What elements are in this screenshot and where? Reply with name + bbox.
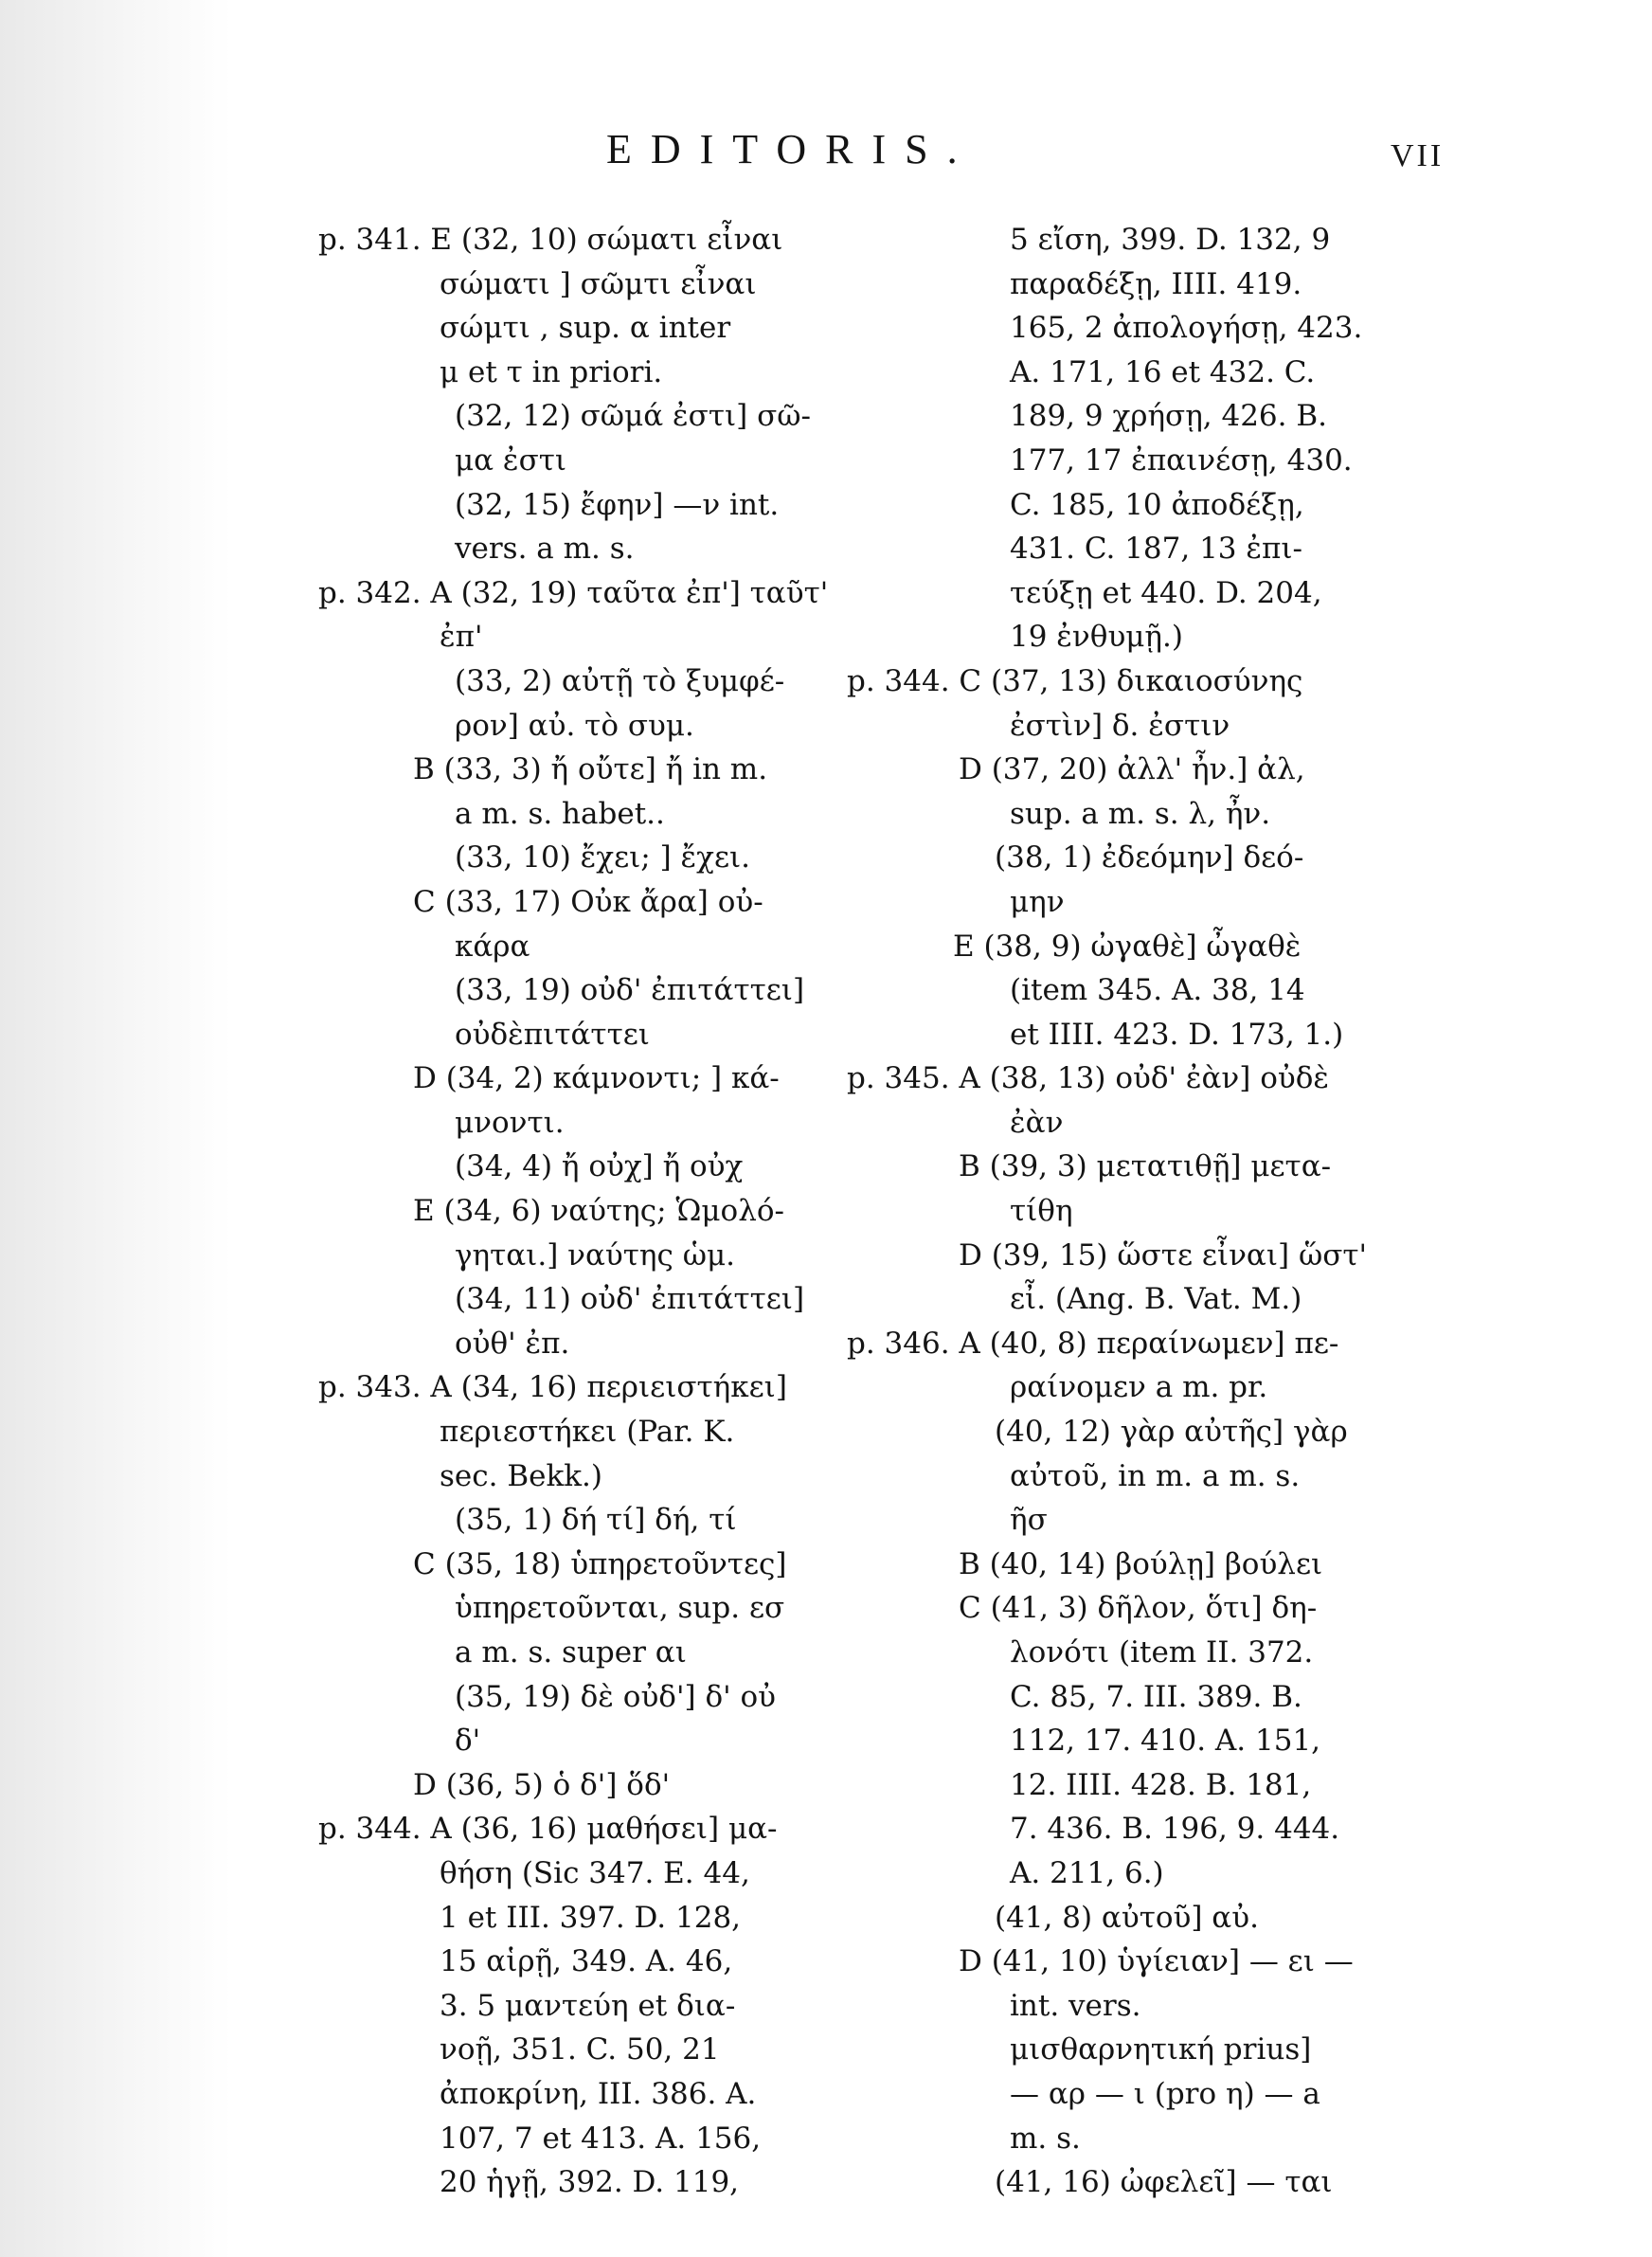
text-line: D (39, 15) ὥστε εἶναι] ὥστ' [959, 1237, 1368, 1273]
text-line: 7. 436. B. 196, 9. 444. [1010, 1812, 1340, 1847]
text-line: D (37, 20) ἀλλ' ἦν.] ἀλ, [959, 752, 1305, 787]
text-line: (item 345. A. 38, 14 [1010, 973, 1305, 1008]
text-line: μην [1010, 884, 1065, 919]
left-column [318, 218, 830, 2205]
text-line: λονότι (item II. 372. [1010, 1635, 1314, 1670]
text-line: ἐπ' [440, 620, 483, 655]
text-line: (33, 10) ἔχει; ] ἔχει. [455, 840, 751, 876]
text-line: sec. Bekk.) [440, 1458, 602, 1493]
text-line: θήση (Sic 347. E. 44, [440, 1855, 750, 1890]
text-line: μνοντι. [455, 1105, 565, 1140]
scan-edge-shadow [0, 0, 232, 2257]
text-line: — αρ — ι (pro η) — a [1010, 2076, 1320, 2111]
text-line: p. 344. A (36, 16) μαθήσει] μα- [318, 1812, 778, 1847]
text-line: ραίνομεν a m. pr. [1010, 1370, 1268, 1405]
text-line: περιεστήκει (Par. K. [440, 1415, 735, 1450]
text-line: μα ἐστι [455, 442, 567, 478]
text-line: 19 ἐνθυμῇ.) [1010, 620, 1183, 655]
text-line: (40, 12) γὰρ αὐτῆς] γὰρ [995, 1415, 1348, 1450]
text-line: A. 211, 6.) [1010, 1855, 1164, 1890]
text-line: ἀποκρίνη, III. 386. A. [440, 2076, 757, 2111]
text-line: int. vers. [1010, 1988, 1141, 2023]
text-line: 15 αἱρῇ, 349. A. 46, [440, 1944, 733, 1979]
text-line: B (33, 3) ἤ οὔτε] ἤ in m. [413, 752, 768, 787]
running-header-title: EDITORIS. [606, 126, 977, 172]
text-line: 12. IIII. 428. B. 181, [1010, 1767, 1312, 1802]
text-line: γηται.] ναύτης ὡμ. [455, 1237, 735, 1273]
text-line: a m. s. super αι [455, 1635, 687, 1670]
text-line: B (39, 3) μετατιθῇ] μετα- [959, 1149, 1332, 1184]
text-line: ἐὰν [1010, 1105, 1064, 1140]
text-line: 3. 5 μαντεύη et δια- [440, 1988, 736, 2023]
text-line: κάρα [455, 929, 530, 964]
text-line: E (34, 6) ναύτης; Ὡμολό- [413, 1194, 784, 1229]
text-line: 1 et III. 397. D. 128, [440, 1900, 742, 1935]
text-line: 165, 2 ἀπολογήσῃ, 423. [1010, 311, 1363, 346]
text-line: (38, 1) ἐδεόμην] δεό- [995, 840, 1304, 876]
text-line: (32, 15) ἔφην] —ν int. [455, 487, 780, 522]
text-line: οὐθ' ἐπ. [455, 1326, 570, 1361]
text-line: 177, 17 ἐπαινέσῃ, 430. [1010, 442, 1353, 478]
text-line: (33, 19) οὐδ' ἐπιτάττει] [455, 973, 805, 1008]
text-line: ἐστὶν] δ. ἐστιν [1010, 708, 1230, 743]
text-line: p. 346. A (40, 8) περαίνωμεν] πε- [847, 1326, 1339, 1361]
text-line: vers. a m. s. [455, 532, 635, 567]
text-line: 112, 17. 410. A. 151, [1010, 1724, 1321, 1759]
text-line: C. 185, 10 ἀποδέξῃ, [1010, 487, 1304, 522]
text-line: σώμτι , sup. α inter [440, 311, 731, 346]
text-line: B (40, 14) βούλῃ] βούλει [959, 1546, 1323, 1581]
text-line: αὐτοῦ, in m. a m. s. [1010, 1458, 1301, 1493]
text-line: E (38, 9) ὠγαθὲ] ὦγαθὲ [953, 929, 1302, 964]
text-line: p. 345. A (38, 13) οὐδ' ἐὰν] οὐδὲ [847, 1061, 1330, 1096]
text-line: (33, 2) αὐτῇ τὸ ξυμφέ- [455, 663, 785, 698]
text-line: sup. a m. s. λ, ἦν. [1010, 796, 1271, 831]
text-line: ρον] αὐ. τὸ συμ. [455, 708, 694, 743]
text-line: C (33, 17) Οὐκ ἄρα] οὐ- [413, 884, 763, 919]
text-line: m. s. [1010, 2121, 1081, 2156]
text-line: p. 342. A (32, 19) ταῦτα ἐπ'] ταῦτ' [318, 575, 829, 610]
text-line: (41, 16) ὠφελεῖ] — ται [995, 2165, 1333, 2200]
text-line: τεύξῃ et 440. D. 204, [1010, 575, 1322, 610]
text-line: (34, 4) ἤ οὐχ] ἤ οὐχ [455, 1149, 744, 1184]
text-line: 107, 7 et 413. A. 156, [440, 2121, 762, 2156]
text-line: εἶ. (Ang. B. Vat. M.) [1010, 1282, 1302, 1317]
text-line: (35, 1) δή τί] δή, τί [455, 1503, 737, 1538]
text-line: D (34, 2) κάμνοντι; ] κά- [413, 1061, 780, 1096]
text-line: ῆσ [1010, 1503, 1048, 1538]
text-line: μ et τ in priori. [440, 354, 663, 389]
text-line: et IIII. 423. D. 173, 1.) [1010, 1017, 1344, 1052]
text-line: p. 343. A (34, 16) περιειστήκει] [318, 1370, 787, 1405]
text-line: (34, 11) οὐδ' ἐπιτάττει] [455, 1282, 805, 1317]
text-line: p. 341. E (32, 10) σώματι εἶναι [318, 223, 783, 257]
text-line: (32, 12) σῶμά ἐστι] σῶ- [455, 399, 811, 434]
text-line: παραδέξῃ, IIII. 419. [1010, 266, 1302, 301]
text-line: a m. s. habet.. [455, 796, 665, 831]
text-line: (35, 19) δὲ οὐδ'] δ' οὐ [455, 1679, 776, 1714]
text-line: 189, 9 χρήσῃ, 426. B. [1010, 399, 1327, 434]
page-number: VII [1391, 138, 1445, 173]
text-line: A. 171, 16 et 432. C. [1010, 354, 1316, 389]
text-line: μισθαρνητική prius] [1010, 2032, 1312, 2067]
text-line: D (41, 10) ὑγίειαν] — ει — [959, 1944, 1354, 1979]
text-line: δ' [455, 1724, 481, 1759]
text-line: C. 85, 7. III. 389. B. [1010, 1679, 1302, 1714]
text-line: σώματι ] σῶμτι εἶναι [440, 266, 757, 301]
text-line: C (41, 3) δῆλον, ὅτι] δη- [959, 1591, 1318, 1626]
text-line: 20 ἡγῇ, 392. D. 119, [440, 2165, 740, 2200]
text-line: (41, 8) αὐτοῦ] αὐ. [995, 1900, 1259, 1935]
text-line: τίθη [1010, 1194, 1073, 1229]
text-line: νοῇ, 351. C. 50, 21 [440, 2032, 720, 2067]
text-line: 431. C. 187, 13 ἐπι- [1010, 532, 1303, 567]
text-line: οὐδὲπιτάττει [455, 1017, 650, 1052]
text-line: 5 εἴση, 399. D. 132, 9 [1010, 223, 1331, 257]
text-line: C (35, 18) ὑπηρετοῦντες] [413, 1546, 787, 1581]
text-line: ὑπηρετοῦνται, sup. εσ [455, 1591, 785, 1626]
text-line: p. 344. C (37, 13) δικαιοσύνης [847, 663, 1303, 698]
right-column [847, 218, 1377, 2205]
text-line: D (36, 5) ὁ δ'] ὅδ' [413, 1767, 671, 1802]
